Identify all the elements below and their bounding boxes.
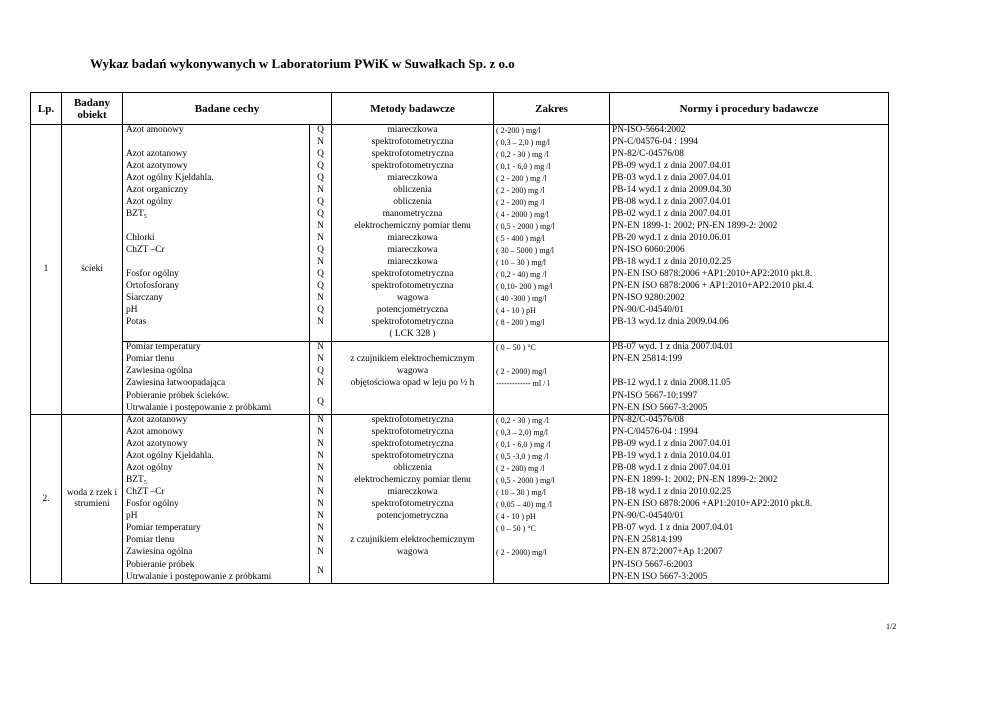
qualifier-cell: N: [310, 293, 332, 305]
feature-cell: ChZT –Cr: [123, 487, 310, 499]
table-row: [31, 125, 889, 138]
feature-cell: Azot ogólny: [123, 463, 310, 475]
group-number: 1: [31, 125, 62, 415]
norm-cell: PN-ISO 5667-6:2003 PN-EN ISO 5667-3:2005: [610, 559, 889, 584]
range-cell: ( 4 - 2000 ) mg/l: [494, 209, 610, 221]
table-row: [31, 221, 889, 233]
norm-cell: PN-EN 25814:199: [610, 354, 889, 366]
table-row: [31, 378, 889, 390]
range-cell: ------------- ml / l: [494, 378, 610, 390]
feature-cell: Azot azotynowy: [123, 161, 310, 173]
norm-cell: PN-EN 1899-1: 2002; PN-EN 1899-2: 2002: [610, 475, 889, 487]
range-cell: ( 0,2 - 30 ) mg /l: [494, 415, 610, 428]
qualifier-cell: N: [310, 233, 332, 245]
table-row: [31, 559, 889, 584]
feature-cell: Zawiesina ogólna: [123, 366, 310, 378]
table-row: [31, 463, 889, 475]
qualifier-cell: N: [310, 378, 332, 390]
feature-cell: Zawiesina łatwoopadająca: [123, 378, 310, 390]
norm-cell: PB-07 wyd. 1 z dnia 2007.04.01: [610, 342, 889, 355]
norm-cell: PB-08 wyd.1 z dnia 2007.04.01: [610, 197, 889, 209]
method-cell: miareczkowa: [332, 173, 494, 185]
range-cell: ( 0,5 - 2000 ) mg/l: [494, 475, 610, 487]
qualifier-cell: N: [310, 221, 332, 233]
range-cell: ( 0 – 50 ) °C: [494, 523, 610, 535]
range-cell: ( 0,2 - 40) mg /l: [494, 269, 610, 281]
method-cell: spektrofotometryczna: [332, 451, 494, 463]
range-cell: ( 0,1 - 6,0 ) mg /l: [494, 161, 610, 173]
table-row: [31, 257, 889, 269]
feature-cell: Pomiar tlenu: [123, 535, 310, 547]
range-cell: ( 2 - 200 ) mg /l: [494, 173, 610, 185]
feature-cell: Pomiar temperatury: [123, 523, 310, 535]
qualifier-cell: N: [310, 511, 332, 523]
range-cell: [494, 390, 610, 415]
feature-cell: BZT₅: [123, 475, 310, 487]
range-cell: ( 10 – 30 ) mg/l: [494, 487, 610, 499]
method-cell: spektrofotometryczna: [332, 161, 494, 173]
table-row: [31, 293, 889, 305]
qualifier-cell: N: [310, 463, 332, 475]
range-cell: ( 5 - 400 ) mg/l: [494, 233, 610, 245]
qualifier-cell: N: [310, 354, 332, 366]
qualifier-cell: N: [310, 342, 332, 355]
table-row: [31, 535, 889, 547]
qualifier-cell: N: [310, 415, 332, 428]
method-cell: wagowa: [332, 547, 494, 559]
range-cell: ( 8 - 200 ) mg/l: [494, 317, 610, 329]
range-cell: ( 40 -300 ) mg/l: [494, 293, 610, 305]
method-cell: spektrofotometryczna: [332, 281, 494, 293]
norm-cell: PN-C/04576-04 : 1994: [610, 137, 889, 149]
qualifier-cell: Q: [310, 209, 332, 221]
range-cell: ( 0,05 – 40) mg /l: [494, 499, 610, 511]
range-cell: ( 4 - 10 ) pH: [494, 305, 610, 317]
table-row: [31, 269, 889, 281]
qualifier-cell: N: [310, 559, 332, 584]
qualifier-cell: Q: [310, 197, 332, 209]
group-number: 2.: [31, 415, 62, 584]
norm-cell: PB-02 wyd.1 z dnia 2007.04.01: [610, 209, 889, 221]
feature-cell: [123, 221, 310, 233]
feature-cell: Siarczany: [123, 293, 310, 305]
method-cell: obliczenia: [332, 463, 494, 475]
feature-cell: Azot amonowy: [123, 427, 310, 439]
method-cell: [332, 523, 494, 535]
qualifier-cell: Q: [310, 173, 332, 185]
range-cell: ( 0,3 – 2,0) mg/l: [494, 427, 610, 439]
method-cell: miareczkowa: [332, 125, 494, 138]
header-object: Badany obiekt: [62, 93, 123, 125]
feature-cell: Azot azotanowy: [123, 149, 310, 161]
range-cell: ( 0,3 – 2,0 ) mg/l: [494, 137, 610, 149]
table-row: [31, 185, 889, 197]
norm-cell: PN-90/C-04540/01: [610, 305, 889, 317]
feature-cell: Azot amonowy: [123, 125, 310, 138]
table-row: [31, 149, 889, 161]
feature-cell: Ortofosforany: [123, 281, 310, 293]
range-cell: ( 2 - 200) mg /l: [494, 463, 610, 475]
page-number: 1/2: [886, 622, 897, 631]
method-cell: potencjometryczna: [332, 511, 494, 523]
qualifier-cell: N: [310, 535, 332, 547]
range-cell: ( 0,1 - 6,0 ) mg /l: [494, 439, 610, 451]
range-cell: ( 2 - 200) mg /l: [494, 197, 610, 209]
table-row: [31, 511, 889, 523]
method-cell: manometryczna: [332, 209, 494, 221]
qualifier-cell: N: [310, 185, 332, 197]
method-cell: miareczkowa: [332, 487, 494, 499]
norm-cell: PN-ISO 5667-10:1997 PN-EN ISO 5667-3:2005: [610, 390, 889, 415]
qualifier-cell: Q: [310, 281, 332, 293]
feature-cell: Pobieranie próbek ścieków. Utrwalanie i postępowanie z próbkami: [123, 390, 310, 415]
table-row: [31, 439, 889, 451]
qualifier-cell: N: [310, 475, 332, 487]
norm-cell: PN-C/04576-04 : 1994: [610, 427, 889, 439]
qualifier-cell: Q: [310, 245, 332, 257]
feature-cell: pH: [123, 305, 310, 317]
feature-cell: Pobieranie próbek Utrwalanie i postępowanie z próbkami: [123, 559, 310, 584]
qualifier-cell: N: [310, 523, 332, 535]
table-row: [31, 305, 889, 317]
range-cell: ( 0,5 - 2000 ) mg/l: [494, 221, 610, 233]
table-row: [31, 427, 889, 439]
feature-cell: ChZT –Cr: [123, 245, 310, 257]
method-cell: spektrofotometryczna: [332, 137, 494, 149]
qualifier-cell: Q: [310, 305, 332, 317]
method-cell: objętościowa opad w leju po ½ h: [332, 378, 494, 390]
table-row: [31, 415, 889, 428]
norm-cell: PN-EN 1899-1: 2002; PN-EN 1899-2: 2002: [610, 221, 889, 233]
norm-cell: PB-20 wyd.1 z dnia 2010.06.01: [610, 233, 889, 245]
feature-cell: Fosfor ogólny: [123, 499, 310, 511]
table-row: [31, 209, 889, 221]
table-row: [31, 354, 889, 366]
feature-cell: BZT₅: [123, 209, 310, 221]
norm-cell: PN-EN 25814:199: [610, 535, 889, 547]
qualifier-cell: Q: [310, 366, 332, 378]
document-title: Wykaz badań wykonywanych w Laboratorium PWiK w Suwałkach Sp. z o.o: [90, 56, 515, 71]
method-cell: obliczenia: [332, 197, 494, 209]
range-cell: ( 2-200 ) mg/l: [494, 125, 610, 138]
range-cell: ( 2 - 2000) mg/l: [494, 547, 610, 559]
feature-cell: Azot ogólny Kjeldahla.: [123, 451, 310, 463]
method-cell: elektrochemiczny pomiar tlenu: [332, 475, 494, 487]
norm-cell: [610, 329, 889, 342]
range-cell: ( 10 – 30 ) mg/l: [494, 257, 610, 269]
table-row: [31, 317, 889, 329]
method-cell: spektrofotometryczna: [332, 499, 494, 511]
table-row: [31, 487, 889, 499]
feature-cell: Fosfor ogólny: [123, 269, 310, 281]
method-cell: miareczkowa: [332, 233, 494, 245]
range-cell: ( 30 – 5000 ) mg/l: [494, 245, 610, 257]
norm-cell: PB-09 wyd.1 z dnia 2007.04.01: [610, 161, 889, 173]
table-row: [31, 173, 889, 185]
qualifier-cell: Q: [310, 161, 332, 173]
method-cell: spektrofotometryczna: [332, 269, 494, 281]
feature-cell: Azot azotanowy: [123, 415, 310, 428]
method-cell: spektrofotometryczna: [332, 439, 494, 451]
qualifier-cell: N: [310, 427, 332, 439]
feature-cell: Potas: [123, 317, 310, 329]
qualifier-cell: N: [310, 451, 332, 463]
method-cell: [332, 559, 494, 584]
tested-object: woda z rzek i strumieni: [62, 415, 123, 584]
norm-cell: PN-EN 872:2007+Ap 1:2007: [610, 547, 889, 559]
feature-cell: Chlorki: [123, 233, 310, 245]
table-row: [31, 523, 889, 535]
feature-cell: [123, 257, 310, 269]
method-cell: spektrofotometryczna: [332, 317, 494, 329]
norm-cell: PB-09 wyd.1 z dnia 2007.04.01: [610, 439, 889, 451]
feature-cell: Zawiesina ogólna: [123, 547, 310, 559]
norm-cell: PB-12 wyd.1 z dnia 2008.11.05: [610, 378, 889, 390]
feature-cell: Azot organiczny: [123, 185, 310, 197]
table-row: [31, 475, 889, 487]
norm-cell: PB-18 wyd.1 z dnia 2010.02.25: [610, 257, 889, 269]
norm-cell: PN-EN ISO 6878:2006 + AP1:2010+AP2:2010 pkt.4.: [610, 281, 889, 293]
method-cell: spektrofotometryczna: [332, 415, 494, 428]
table-row: [31, 342, 889, 355]
table-row: [31, 451, 889, 463]
qualifier-cell: Q: [310, 149, 332, 161]
norm-cell: PN-EN ISO 6878:2006 +AP1:2010+AP2:2010 pkt.8.: [610, 269, 889, 281]
range-cell: ( 2 - 200) mg /l: [494, 185, 610, 197]
method-cell: ( LCK 328 ): [332, 329, 494, 342]
header-lp: Lp.: [31, 93, 62, 125]
feature-cell: Pomiar tlenu: [123, 354, 310, 366]
feature-cell: Azot ogólny: [123, 197, 310, 209]
norm-cell: PB-03 wyd.1 z dnia 2007.04.01: [610, 173, 889, 185]
range-cell: ( 4 - 10 ) pH: [494, 511, 610, 523]
range-cell: ( 0,5 -3,0 ) mg /l: [494, 451, 610, 463]
method-cell: spektrofotometryczna: [332, 149, 494, 161]
method-cell: miareczkowa: [332, 245, 494, 257]
table-row: [31, 161, 889, 173]
header-methods: Metody badawcze: [332, 93, 494, 125]
norm-cell: PB-13 wyd.1z dnia 2009.04.06: [610, 317, 889, 329]
tests-table: [30, 92, 889, 584]
method-cell: z czujnikiem elektrochemicznym: [332, 535, 494, 547]
header-features: Badane cechy: [123, 93, 332, 125]
feature-cell: [123, 329, 310, 342]
method-cell: wagowa: [332, 293, 494, 305]
feature-cell: Pomiar temperatury: [123, 342, 310, 355]
qualifier-cell: Q: [310, 269, 332, 281]
norm-cell: PB-07 wyd. 1 z dnia 2007.04.01: [610, 523, 889, 535]
range-cell: ( 0,2 - 30 ) mg /l: [494, 149, 610, 161]
norm-cell: PN-82/C-04576/08: [610, 149, 889, 161]
qualifier-cell: N: [310, 439, 332, 451]
norm-cell: PN-ISO 9280:2002: [610, 293, 889, 305]
header-norms: Normy i procedury badawcze: [610, 93, 889, 125]
qualifier-cell: Q: [310, 125, 332, 138]
method-cell: z czujnikiem elektrochemicznym: [332, 354, 494, 366]
norm-cell: PB-18 wyd.1 z dnia 2010.02.25: [610, 487, 889, 499]
norm-cell: PN-ISO-5664:2002: [610, 125, 889, 138]
table-row: [31, 547, 889, 559]
method-cell: miareczkowa: [332, 257, 494, 269]
qualifier-cell: N: [310, 499, 332, 511]
norm-cell: PB-19 wyd.1 z dnia 2010.04.01: [610, 451, 889, 463]
qualifier-cell: N: [310, 547, 332, 559]
range-cell: ( 2 - 2000) mg/l: [494, 366, 610, 378]
table-header-row: [31, 93, 889, 125]
norm-cell: PB-14 wyd.1 z dnia 2009.04.30: [610, 185, 889, 197]
qualifier-cell: N: [310, 487, 332, 499]
norm-cell: [610, 366, 889, 378]
qualifier-cell: N: [310, 137, 332, 149]
qualifier-cell: [310, 329, 332, 342]
table-row: [31, 197, 889, 209]
table-row: [31, 366, 889, 378]
method-cell: potencjometryczna: [332, 305, 494, 317]
feature-cell: Azot azotynowy: [123, 439, 310, 451]
table-row: [31, 233, 889, 245]
method-cell: obliczenia: [332, 185, 494, 197]
norm-cell: PN-EN ISO 6878:2006 +AP1:2010+AP2:2010 pkt.8.: [610, 499, 889, 511]
feature-cell: [123, 137, 310, 149]
tested-object: ścieki: [62, 125, 123, 415]
norm-cell: PN-90/C-04540/01: [610, 511, 889, 523]
qualifier-cell: N: [310, 317, 332, 329]
range-cell: [494, 559, 610, 584]
table-row: [31, 390, 889, 415]
norm-cell: PB-08 wyd.1 z dnia 2007.04.01: [610, 463, 889, 475]
range-cell: [494, 329, 610, 342]
table-row: [31, 499, 889, 511]
feature-cell: pH: [123, 511, 310, 523]
method-cell: [332, 342, 494, 355]
norm-cell: PN-ISO 6060:2006: [610, 245, 889, 257]
table-row: [31, 245, 889, 257]
range-cell: ( 0 – 50 ) °C: [494, 342, 610, 355]
header-range: Zakres: [494, 93, 610, 125]
range-cell: ( 0,10- 200 ) mg/l: [494, 281, 610, 293]
table-row: [31, 281, 889, 293]
range-cell: [494, 354, 610, 366]
table-row: [31, 329, 889, 342]
method-cell: wagowa: [332, 366, 494, 378]
method-cell: elektrochemiczny pomiar tlenu: [332, 221, 494, 233]
feature-cell: Azot ogólny Kjeldahla.: [123, 173, 310, 185]
method-cell: spektrofotometryczna: [332, 427, 494, 439]
qualifier-cell: N: [310, 257, 332, 269]
norm-cell: PN-82/C-04576/08: [610, 415, 889, 428]
range-cell: [494, 535, 610, 547]
method-cell: [332, 390, 494, 415]
table-row: [31, 137, 889, 149]
qualifier-cell: Q: [310, 390, 332, 415]
